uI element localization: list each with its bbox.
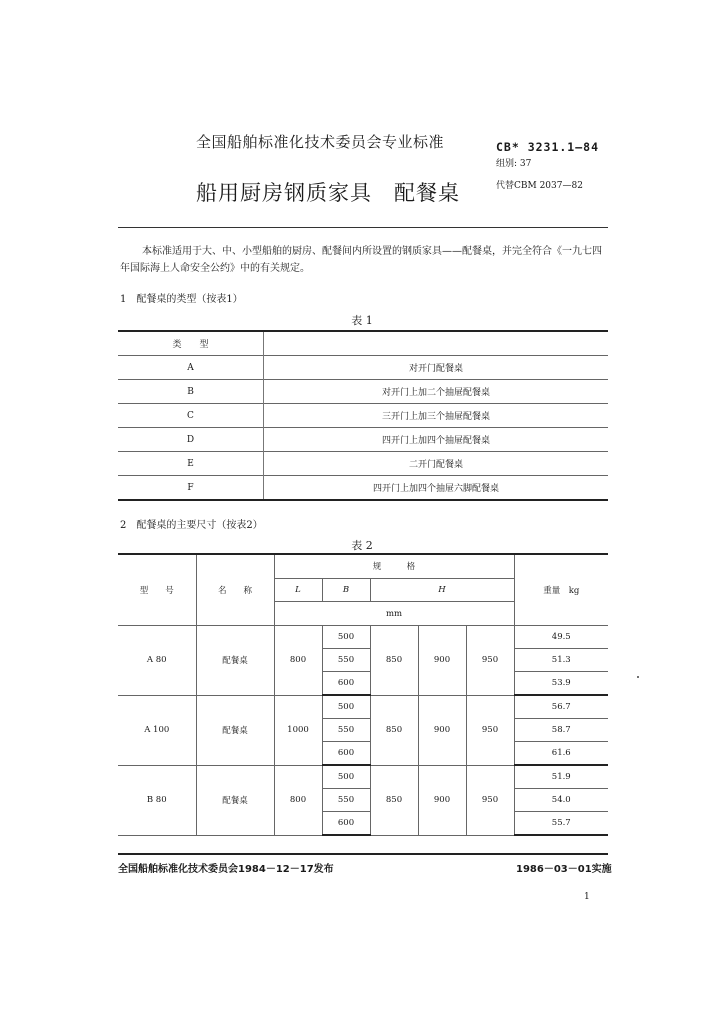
dimension-h: 950 (466, 695, 514, 765)
table-1-header-row (118, 331, 608, 356)
dimension-h: 900 (418, 626, 466, 696)
weight-value: 51.3 (514, 649, 608, 672)
weight-column-header: 重量 kg (514, 554, 608, 626)
table-1-caption: 表 1 (351, 314, 373, 327)
standard-number: CB* 3231.1—84 (496, 140, 600, 154)
type-code: C (118, 404, 264, 428)
table-row (118, 765, 608, 789)
dimension-h: 950 (466, 765, 514, 835)
table-row (118, 356, 608, 380)
table-1-types (118, 330, 608, 501)
replaces-standard: 代替CBM 2037—82 (496, 181, 583, 191)
table-2-dimensions (118, 553, 608, 836)
dimension-l-header: L (274, 578, 322, 602)
weight-value: 49.5 (514, 626, 608, 649)
publication-date: 全国船舶标准化技术委员会1984－12－17发布 (118, 864, 334, 875)
dimension-b: 500 (322, 765, 370, 789)
dimension-h: 900 (418, 695, 466, 765)
table-row (118, 695, 608, 719)
dimension-b: 600 (322, 742, 370, 766)
type-description: 对开门配餐桌 (408, 364, 463, 374)
weight-value: 51.9 (514, 765, 608, 789)
spec-column-header: 规 格 (274, 554, 514, 578)
type-description: 四开门上加四个抽屉六脚配餐桌 (372, 484, 499, 494)
table-2-header-row-1 (118, 554, 608, 578)
unit-label: mm (274, 602, 514, 626)
type-code: F (118, 476, 264, 501)
dimension-b: 500 (322, 626, 370, 649)
scope-paragraph: 本标准适用于大、中、小型船舶的厨房、配餐间内所设置的钢质家具——配餐桌，并完全符合《一九七四年国际海上人命安全公约》中的有关规定。 (120, 246, 602, 274)
weight-value: 53.9 (514, 672, 608, 696)
type-code: E (118, 452, 264, 476)
dimension-h: 900 (418, 765, 466, 835)
type-description: 四开门上加四个抽屉配餐桌 (381, 436, 490, 446)
dimension-b: 550 (322, 649, 370, 672)
type-description: 二开门配餐桌 (408, 460, 463, 470)
item-name: 配餐桌 (196, 626, 274, 696)
dimension-b: 600 (322, 812, 370, 836)
dimension-b: 550 (322, 789, 370, 812)
type-code: B (118, 380, 264, 404)
model-code: A 100 (118, 695, 196, 765)
dimension-h: 850 (370, 626, 418, 696)
type-description: 对开门上加二个抽屉配餐桌 (381, 388, 490, 398)
table-row (118, 452, 608, 476)
model-code: B 80 (118, 765, 196, 835)
type-description: 三开门上加三个抽屉配餐桌 (381, 412, 490, 422)
dimension-b: 600 (322, 672, 370, 696)
scan-speck (637, 676, 639, 678)
item-name: 配餐桌 (196, 765, 274, 835)
table-2-caption: 表 2 (351, 539, 373, 552)
weight-value: 61.6 (514, 742, 608, 766)
table-row (118, 476, 608, 501)
document-title: 船用厨房钢质家具 配餐桌 (196, 181, 460, 205)
weight-value: 55.7 (514, 812, 608, 836)
header-divider (118, 227, 608, 228)
type-column-header: 类 型 (118, 331, 264, 356)
name-column-header: 名 称 (196, 554, 274, 626)
weight-value: 56.7 (514, 695, 608, 719)
item-name: 配餐桌 (196, 695, 274, 765)
section-2-heading: 2 配餐桌的主要尺寸（按表2） (120, 520, 263, 531)
dimension-h: 850 (370, 695, 418, 765)
classification-group: 组别: 37 (496, 159, 532, 169)
dimension-b-header: B (322, 578, 370, 602)
section-1-heading: 1 配餐桌的类型（按表1） (120, 294, 243, 305)
type-code: D (118, 428, 264, 452)
effective-date: 1986－03－01实施 (516, 864, 612, 875)
dimension-h-header: H (370, 578, 514, 602)
table-row (118, 404, 608, 428)
weight-value: 54.0 (514, 789, 608, 812)
model-column-header: 型 号 (118, 554, 196, 626)
dimension-l: 800 (274, 765, 322, 835)
issuing-organization: 全国船舶标准化技术委员会专业标准 (196, 133, 445, 151)
table-row (118, 626, 608, 649)
description-column-header (264, 331, 609, 356)
weight-value: 58.7 (514, 719, 608, 742)
dimension-h: 950 (466, 626, 514, 696)
page-number: 1 (584, 892, 590, 902)
dimension-l: 1000 (274, 695, 322, 765)
dimension-h: 850 (370, 765, 418, 835)
dimension-b: 500 (322, 695, 370, 719)
dimension-b: 550 (322, 719, 370, 742)
model-code: A 80 (118, 626, 196, 696)
footer-divider (118, 853, 608, 855)
type-code: A (118, 356, 264, 380)
table-row (118, 380, 608, 404)
table-row (118, 428, 608, 452)
dimension-l: 800 (274, 626, 322, 696)
